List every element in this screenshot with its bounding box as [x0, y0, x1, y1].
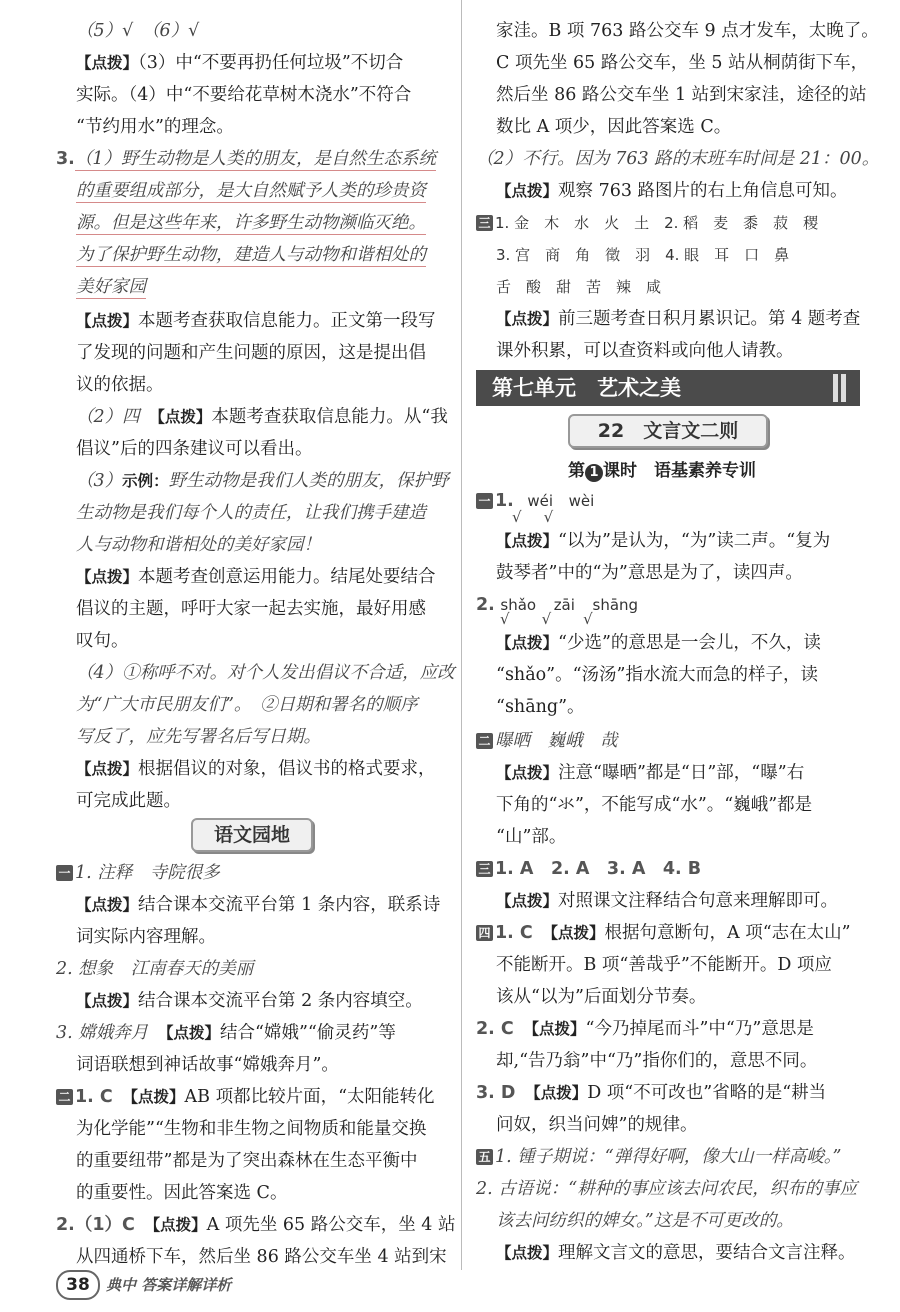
- answer-line: 三 1. A 2. A 3. A 4. B: [476, 854, 701, 884]
- answer-line: 五 1. 锺子期说：“弹得好啊，像大山一样高峻。”: [476, 1142, 841, 1172]
- tip-line: 【点拨】“以为”是认为，“为”读二声。“复为: [496, 531, 831, 551]
- column-divider: [461, 0, 462, 1270]
- answer-line: 的重要组成部分，是大自然赋予人类的珍贵资: [76, 181, 426, 201]
- answer-line: 一 1. 注释 寺院很多: [56, 858, 220, 888]
- answer-line: 为了保护野生动物，建造人与动物和谐相处的: [76, 245, 426, 265]
- lesson-subtitle: 第 1 课时 语基素养专训: [568, 461, 756, 481]
- tip-line: 的重要性。因此答案选 C。: [76, 1183, 288, 1203]
- tip-line: 的重要纽带”都是为了突出森林在生态平衡中: [76, 1151, 418, 1171]
- tip-line: 问奴，织当问婢”的规律。: [496, 1115, 698, 1135]
- tip-line: “山”部。: [496, 827, 567, 847]
- answer-line: 美好家园: [76, 277, 146, 297]
- answer-line: （3）示例：野生动物是我们人类的朋友，保护野: [76, 471, 449, 491]
- banner-bars: [830, 374, 854, 402]
- answer-line: 3. 嫦娥奔月 【点拨】结合“嫦娥”“偷灵药”等: [56, 1023, 396, 1043]
- tip-line: 词语联想到神话故事“嫦娥奔月”。: [76, 1055, 339, 1075]
- answer-line: 三 1. 金 木 水 火 土 2. 稻 麦 黍 菽 稷: [476, 208, 818, 238]
- tip-line: 议的依据。: [76, 375, 164, 395]
- tip-line: 从四通桥下车，然后坐 86 路公交车坐 4 站到宋: [76, 1247, 447, 1267]
- tip-line: 【点拨】结合课本交流平台第 1 条内容，联系诗: [76, 895, 441, 915]
- tip-line: 【点拨】根据倡议的对象，倡议书的格式要求，: [76, 759, 436, 779]
- answer-line: 该去问纺织的婢女。”这是不可更改的。: [496, 1211, 794, 1231]
- answer-line: 3. D 【点拨】D 项“不可改也”省略的是“耕当: [476, 1083, 827, 1103]
- tip-line: “shāng”。: [496, 697, 585, 717]
- answer-line: （4）①称呼不对。对个人发出倡议不合适，应改: [76, 663, 455, 683]
- tone-checks: √ √ √: [500, 610, 593, 628]
- answer-line: 二 曝晒 巍峨 哉: [476, 726, 618, 756]
- lesson-title: 22 文言文二则: [568, 414, 768, 448]
- unit-title: 第七单元 艺术之美: [492, 376, 681, 400]
- tip-line: 不能断开。B 项“善哉乎”不能断开。D 项应: [496, 955, 832, 975]
- tip-line: 【点拨】结合课本交流平台第 2 条内容填空。: [76, 991, 423, 1011]
- answer-line: 四 1. C 【点拨】根据句意断句，A 项“志在太山”: [476, 918, 851, 948]
- page-number: 38: [56, 1270, 100, 1300]
- answer-line: （2）不行。因为 763 路的末班车时间是 21：00。: [476, 149, 880, 169]
- answer-line: （2）四 【点拨】本题考查获取信息能力。从“我: [76, 407, 448, 427]
- tip-line: 家洼。B 项 763 路公交车 9 点才发车，太晚了。: [496, 21, 879, 41]
- answer-line: 2. 古语说：“耕种的事应该去问农民，织布的事应: [476, 1179, 858, 1199]
- tip-line: 【点拨】本题考查创意运用能力。结尾处要结合: [76, 567, 436, 587]
- tip-line: 【点拨】观察 763 路图片的右上角信息可知。: [496, 181, 848, 201]
- answer-line: 3. 宫 商 角 徵 羽 4. 眼 耳 口 鼻: [496, 246, 790, 264]
- answer-line: 2.（1）C 【点拨】A 项先坐 65 路公交车，坐 4 站: [56, 1215, 456, 1235]
- tip-line: 然后坐 86 路公交车坐 1 站到宋家洼，途径的站: [496, 85, 867, 105]
- answer-line: 人与动物和谐相处的美好家园！: [76, 535, 321, 555]
- section-title: 语文园地: [191, 818, 313, 852]
- tip-line: 课外积累，可以查资料或向他人请教。: [496, 341, 794, 361]
- tip-line: 词实际内容理解。: [76, 927, 216, 947]
- tip-line: 【点拨】对照课文注释结合句意来理解即可。: [496, 891, 839, 911]
- answer-line: 2. 想象 江南春天的美丽: [56, 959, 254, 979]
- tip-line: 实际。（4）中“不要给花草树木浇水”不符合: [76, 85, 412, 105]
- tip-line: 倡议的主题，呼吁大家一起去实施，最好用感: [76, 599, 426, 619]
- tip-line: 鼓琴者”中的“为”意思是为了，读四声。: [496, 563, 803, 583]
- answer-line: 写反了，应先写署名后写日期。: [76, 727, 321, 747]
- answer-line: 为“广大市民朋友们”。 ②日期和署名的顺序: [76, 695, 418, 715]
- answer-line: 源。但是这些年来，许多野生动物濒临灭绝。: [76, 213, 426, 233]
- tip-line: 【点拨】（3）中“不要再扔任何垃圾”不切合: [76, 53, 404, 73]
- tip-line: 却,“告乃翁”中“乃”指你们的，意思不同。: [496, 1051, 818, 1071]
- brand-label: 典中 答案详解详析: [106, 1276, 232, 1294]
- tip-line: 【点拨】理解文言文的意思，要结合文言注释。: [496, 1243, 856, 1263]
- tip-line: C 项先坐 65 路公交车，坐 5 站从桐荫街下车，: [496, 53, 869, 73]
- tone-checks: √ √: [512, 508, 554, 526]
- tip-line: 倡议”后的四条建议可以看出。: [76, 439, 313, 459]
- lesson-number-circle: 1: [585, 464, 603, 482]
- tip-line: “节约用水”的理念。: [76, 117, 234, 137]
- tip-line: 叹句。: [76, 631, 129, 651]
- tip-line: 了发现的问题和产生问题的原因，这是提出倡: [76, 343, 426, 363]
- tip-line: 【点拨】前三题考查日积月累识记。第 4 题考查: [496, 309, 861, 329]
- tip-line: 【点拨】注意“曝晒”都是“日”部，“曝”右: [496, 763, 805, 783]
- tip-line: 【点拨】“少选”的意思是一会儿，不久，读: [496, 633, 821, 653]
- tip-line: “shǎo”。“汤汤”指水流大而急的样子，读: [496, 665, 819, 685]
- unit-banner: [476, 370, 860, 406]
- tip-line: 可完成此题。: [76, 791, 181, 811]
- tip-line: 数比 A 项少，因此答案选 C。: [496, 117, 732, 137]
- tip-line: 下角的“氺”，不能写成“水”。“巍峨”都是: [496, 795, 813, 815]
- answer-line: 一 1. wéi wèi: [476, 486, 594, 516]
- answer-line: 2. C 【点拨】“今乃掉尾而斗”中“乃”意思是: [476, 1019, 814, 1039]
- answer-line: （5）√ （6）√: [76, 21, 200, 41]
- tip-line: 该从“以为”后面划分节奏。: [496, 987, 707, 1007]
- answer-line: 舌 酸 甜 苦 辣 咸: [496, 278, 662, 296]
- tip-line: 为化学能”“生物和非生物之间物质和能量交换: [76, 1119, 427, 1139]
- tip-line: 【点拨】本题考查获取信息能力。正文第一段写: [76, 311, 436, 331]
- answer-line: 3.（1）野生动物是人类的朋友，是自然生态系统: [56, 149, 436, 169]
- answer-line: 生动物是我们每个人的责任，让我们携手建造: [76, 503, 426, 523]
- answer-line: 2. shǎo zāi shāng: [476, 595, 639, 615]
- answer-line: 二 1. C 【点拨】AB 项都比较片面，“太阳能转化: [56, 1082, 435, 1112]
